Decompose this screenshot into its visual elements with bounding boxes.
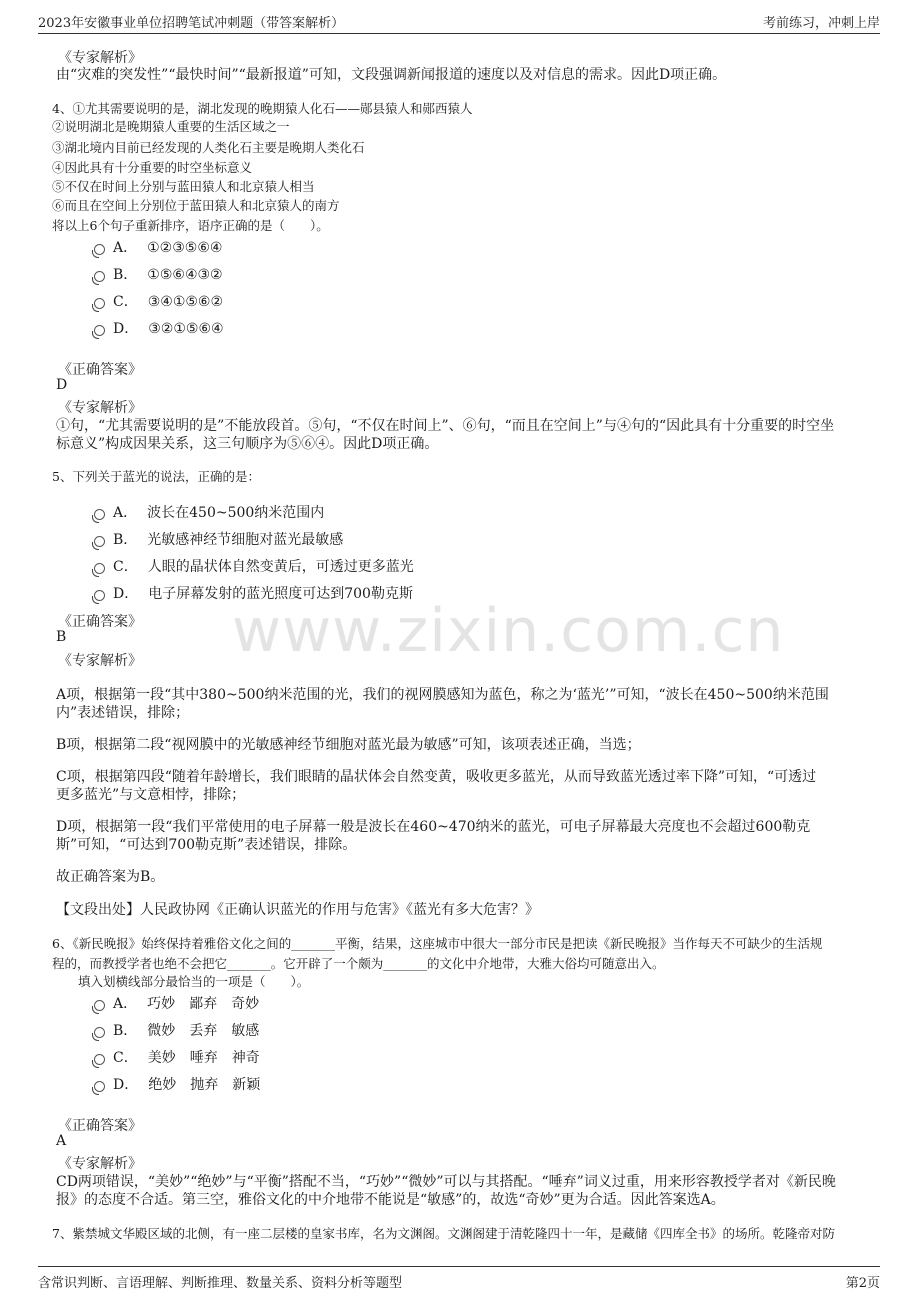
q5-answer: B <box>56 629 67 645</box>
q6-stem-line: 程的，而教授学者也绝不会把它_______。它开辟了一个颇为_______的文化中介地带，大雅大俗均可随意出入。 <box>52 956 665 971</box>
q6-option-c[interactable] <box>94 1047 260 1067</box>
radio-icon[interactable] <box>94 244 105 255</box>
footer-categories: 含常识判断、言语理解、判断推理、数量关系、资料分析等题型 <box>38 1276 403 1291</box>
q7-stem-line: 7、紫禁城文华殿区域的北侧，有一座二层楼的皇家书库，名为文渊阁。文渊阁建于清乾隆四十一年，是藏储《四库全书》的场所。乾隆帝对防 <box>52 1226 835 1241</box>
q6-expert-line: CD两项错误，“美妙”“绝妙”与“平衡”搭配不当，“巧妙”“微妙”可以与其搭配。“唾弃”词义过重，用来形容教授学者对《新民晚 <box>56 1174 836 1190</box>
q4-option-d[interactable] <box>94 318 224 338</box>
q5-analysis-line: 内”表述错误，排除； <box>56 705 190 721</box>
q5-analysis-line: 更多蓝光”与文意相悖，排除； <box>56 787 246 803</box>
option-text: ①②③⑤⑥④ <box>147 240 223 256</box>
q6-option-b[interactable] <box>94 1020 259 1040</box>
q5-conclusion: 故正确答案为B。 <box>56 869 165 885</box>
q6-expert-line: 报》的态度不合适。第三空，雅俗文化的中介地带不能说是“敏感”的，故选“奇妙”更为合适。因此答案选A。 <box>56 1192 725 1208</box>
document-title: 2023年安徽事业单位招聘笔试冲刺题（带答案解析） <box>38 16 345 31</box>
radio-icon[interactable] <box>94 509 105 520</box>
q5-analysis-line: B项，根据第二段“视网膜中的光敏感神经节细胞对蓝光最为敏感”可知，该项表述正确，当选； <box>56 737 641 753</box>
q4-stem-line: 4、①尤其需要说明的是，湖北发现的晚期猿人化石——郧县猿人和郧西猿人 <box>52 101 473 116</box>
header-slogan: 考前练习，冲刺上岸 <box>762 16 880 31</box>
q4-option-b[interactable] <box>94 264 223 284</box>
q5-analysis-line: C项，根据第四段“随着年龄增长，我们眼睛的晶状体会自然变黄，吸收更多蓝光，从而导致蓝光透过率下降”可知，“可透过 <box>56 769 817 785</box>
q6-option-d[interactable] <box>94 1074 260 1094</box>
option-letter: B． <box>113 267 138 283</box>
option-letter: A． <box>113 505 138 521</box>
option-text: ③②①⑤⑥④ <box>148 321 224 337</box>
radio-icon[interactable] <box>94 1000 105 1011</box>
q4-expert-line: ①句，“尤其需要说明的是”不能放段首。⑤句，“不仅在时间上”、⑥句，“而且在空间上”与④句的“因此具有十分重要的时空坐 <box>56 418 835 434</box>
option-letter: C． <box>113 1050 138 1066</box>
q5-option-b[interactable] <box>94 529 343 549</box>
q6-answer: A <box>56 1133 67 1149</box>
radio-icon[interactable] <box>94 325 105 336</box>
q4-expert-label: 《专家解析》 <box>58 400 142 416</box>
option-text: 巧妙 鄙弃 奇妙 <box>147 996 260 1012</box>
option-letter: A． <box>113 240 138 256</box>
q6-answer-label: 《正确答案》 <box>58 1118 142 1134</box>
q4-option-c[interactable] <box>94 291 223 311</box>
q3-expert-label: 《专家解析》 <box>58 50 142 66</box>
q5-option-c[interactable] <box>94 556 414 576</box>
option-text: 光敏感神经节细胞对蓝光最敏感 <box>147 532 344 548</box>
radio-icon[interactable] <box>94 1054 105 1065</box>
q5-analysis-line: A项，根据第一段“其中380~500纳米范围的光，我们的视网膜感知为蓝色，称之为‘蓝光’”可知，“波长在450~500纳米范围 <box>56 687 829 703</box>
q5-analysis-line: 斯”可知，“可达到700勒克斯”表述错误，排除。 <box>56 837 357 853</box>
option-text: 绝妙 抛弃 新颖 <box>148 1077 261 1093</box>
q5-stem: 5、下列关于蓝光的说法，正确的是： <box>52 469 260 484</box>
radio-icon[interactable] <box>94 271 105 282</box>
radio-icon[interactable] <box>94 590 105 601</box>
q6-stem-line: 6、《新民晚报》始终保持着雅俗文化之间的_______平衡，结果，这座城市中很大一部分市民是把读《新民晚报》当作每天不可缺少的生活规 <box>52 936 823 951</box>
q4-stem-line: 将以上6个句子重新排序，语序正确的是（ ）。 <box>52 218 329 233</box>
q4-answer: D <box>56 377 68 393</box>
page-number: 第2页 <box>845 1276 880 1291</box>
radio-icon[interactable] <box>94 1081 105 1092</box>
radio-icon[interactable] <box>94 1027 105 1038</box>
option-text: ③④①⑤⑥② <box>147 294 224 310</box>
radio-icon[interactable] <box>94 536 105 547</box>
q5-option-a[interactable] <box>94 502 324 522</box>
option-letter: C． <box>113 559 138 575</box>
option-text: 波长在450~500纳米范围内 <box>147 505 325 521</box>
radio-icon[interactable] <box>94 298 105 309</box>
q6-option-a[interactable] <box>94 993 259 1013</box>
radio-icon[interactable] <box>94 563 105 574</box>
q4-stem-line: ③湖北境内目前已经发现的人类化石主要是晚期人类化石 <box>52 140 365 155</box>
q4-stem-line: ⑥而且在空间上分别位于蓝田猿人和北京猿人的南方 <box>52 198 340 213</box>
option-text: 微妙 丢弃 敏感 <box>147 1023 260 1039</box>
q4-stem-line: ⑤不仅在时间上分别与蓝田猿人和北京猿人相当 <box>52 179 315 194</box>
option-letter: A． <box>113 996 138 1012</box>
q4-expert-line: 标意义”构成因果关系，这三句顺序为⑤⑥④。因此D项正确。 <box>56 436 439 452</box>
q4-answer-label: 《正确答案》 <box>58 362 142 378</box>
q5-expert-label: 《专家解析》 <box>58 653 142 669</box>
option-text: 人眼的晶状体自然变黄后，可透过更多蓝光 <box>147 559 414 575</box>
q5-source: 【文段出处】人民政协网《正确认识蓝光的作用与危害》《蓝光有多大危害？》 <box>56 902 539 918</box>
option-letter: B． <box>113 532 138 548</box>
page-header <box>38 10 880 34</box>
q3-expert-text: 由“灾难的突发性”“最快时间”“最新报道”可知，文段强调新闻报道的速度以及对信息的需求。因此D项正确。 <box>56 67 727 83</box>
q4-stem-line: ②说明湖北是晚期猿人重要的生活区域之一 <box>52 119 290 134</box>
q6-stem-line: 填入划横线部分最恰当的一项是（ ）。 <box>78 974 310 989</box>
q4-option-a[interactable] <box>94 237 222 257</box>
option-text: ①⑤⑥④③② <box>147 267 223 283</box>
option-text: 美妙 唾弃 神奇 <box>147 1050 260 1066</box>
q4-stem-line: ④因此具有十分重要的时空坐标意义 <box>52 160 253 175</box>
option-letter: D． <box>113 321 139 337</box>
option-letter: D． <box>113 1077 139 1093</box>
option-text: 电子屏幕发射的蓝光照度可达到700勒克斯 <box>148 586 413 602</box>
q5-option-d[interactable] <box>94 583 413 603</box>
q5-answer-label: 《正确答案》 <box>58 614 142 630</box>
page-footer <box>38 1266 880 1294</box>
option-letter: C． <box>113 294 138 310</box>
q6-expert-label: 《专家解析》 <box>58 1156 142 1172</box>
option-letter: D． <box>113 586 139 602</box>
option-letter: B． <box>113 1023 138 1039</box>
q5-analysis-line: D项，根据第一段“我们平常使用的电子屏幕一般是波长在460~470纳米的蓝光，可电子屏幕最大亮度也不会超过600勒克 <box>56 819 811 835</box>
watermark: www.zixin.com.cn <box>232 596 785 666</box>
